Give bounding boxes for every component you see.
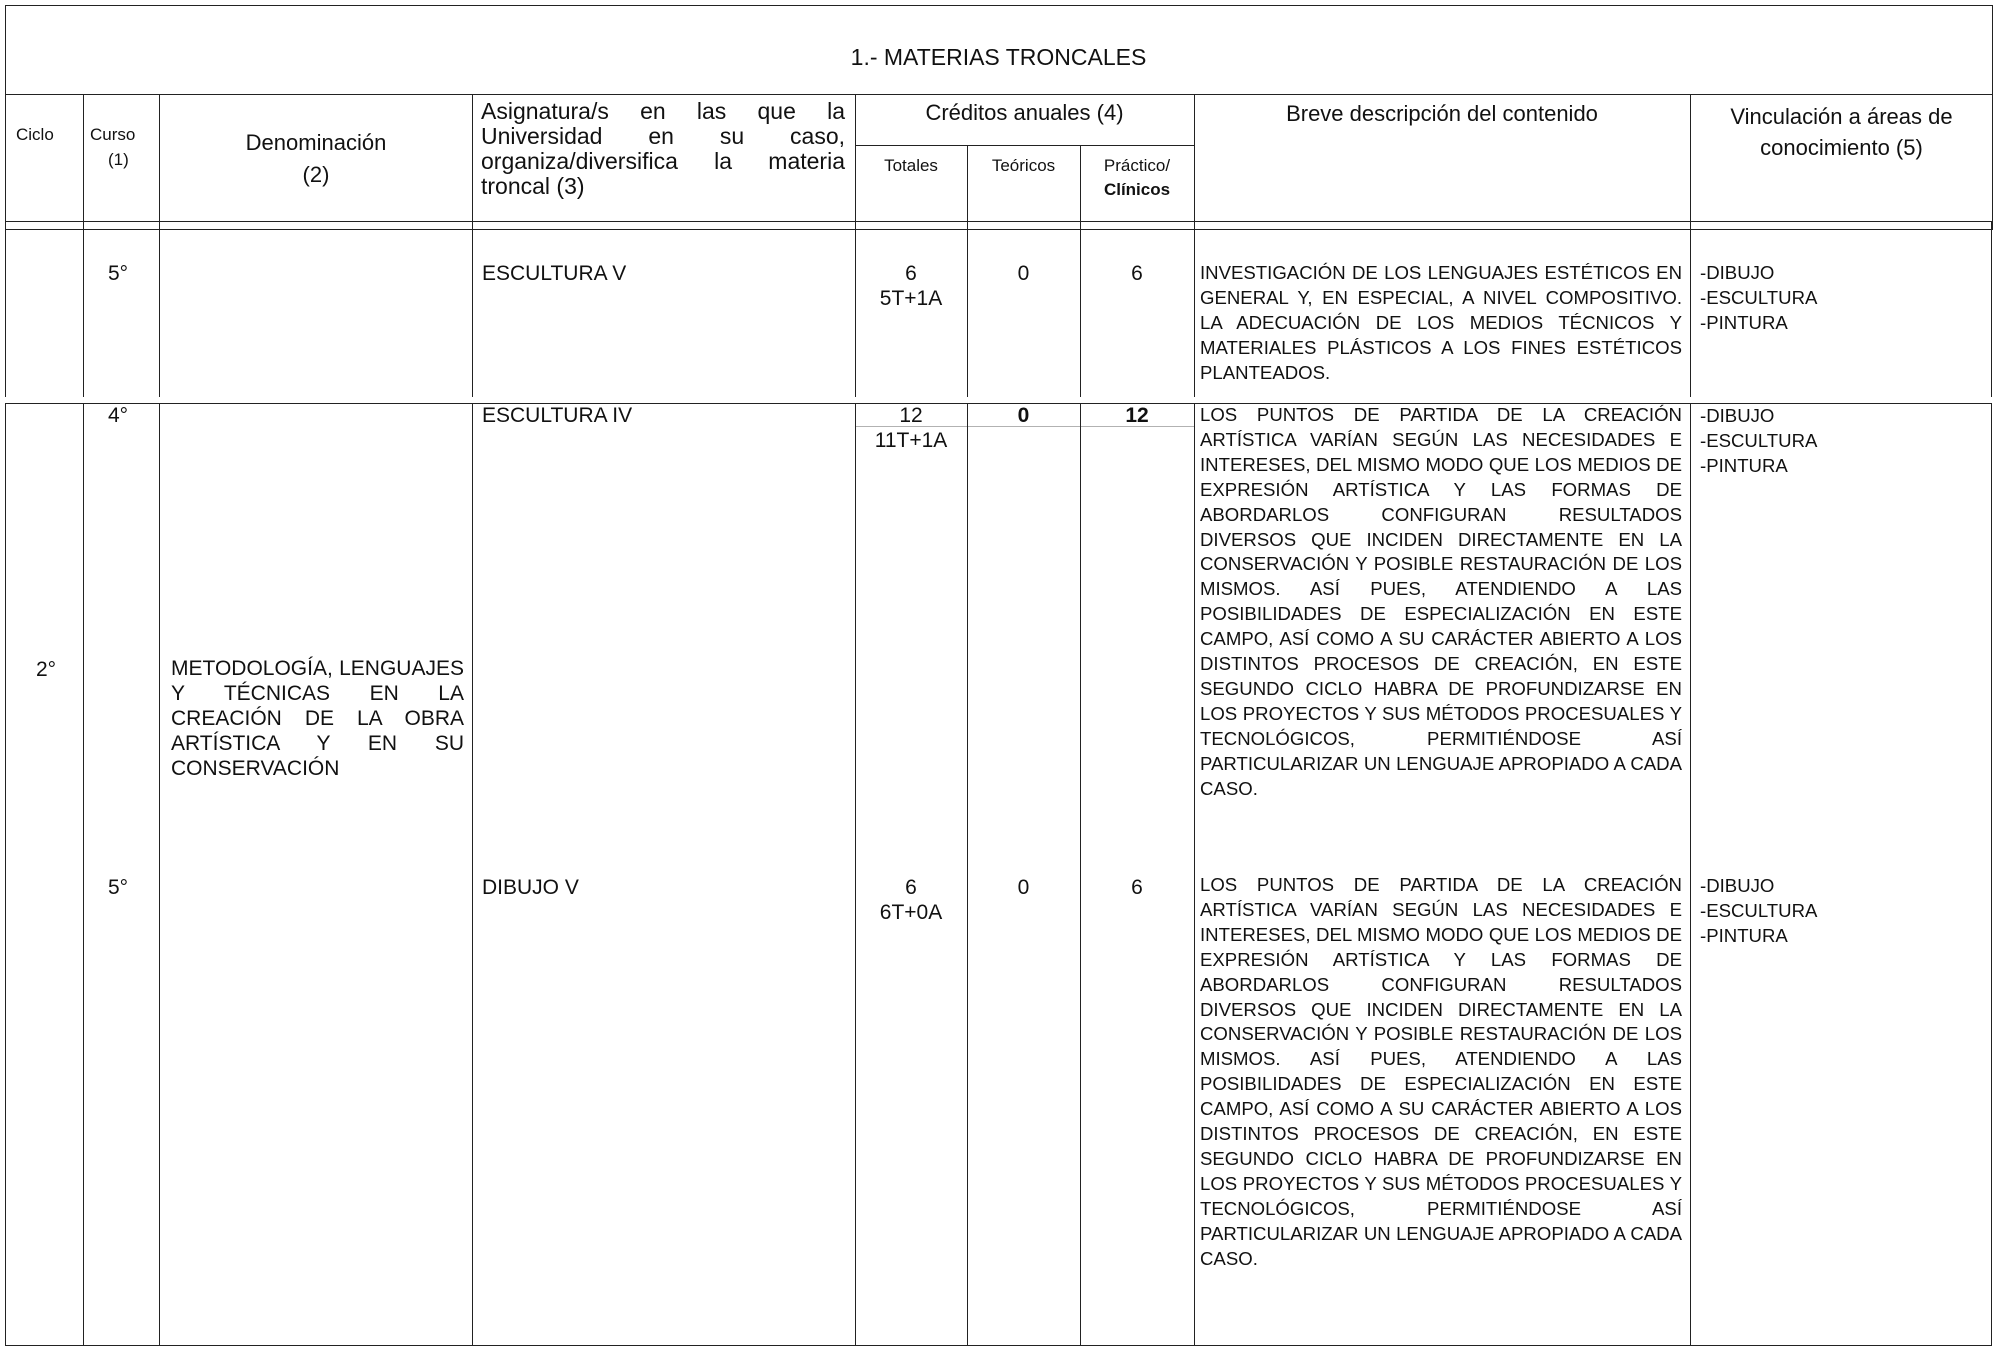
col-divider bbox=[83, 94, 84, 397]
group2-row1-descripcion: LOS PUNTOS DE PARTIDA DE LA CREACIÓN ARTÍSTICA VARÍAN SEGÚN LAS NECESIDADES E INTERESES, DEL MISMO MODO QUE LOS MEDIOS DE EXPRESIÓN ARTÍSTICA Y LAS FORMAS DE ABORDARLOS CONFIGURAN RESULTADOS DIVERSOS QUE INCIDEN DIRECTAMENTE EN LA CONSERVACIÓN Y POSIBLE RESTAURACIÓN DE LOS MISMOS. ASÍ PUES, ATENDIENDO A LAS POSIBILIDADES DE ESPECIALIZACIÓN EN ESTE CAMPO, ASÍ COMO A SU CARÁCTER ABIERTO A LOS DISTINTOS PROCESOS DE CREACIÓN, EN ESTE SEGUNDO CICLO HABRA DE PROFUNDIZARSE EN LOS PROYECTOS Y SUS MÉTODOS PROCESUALES Y TECNOLÓGICOS, PERMITIÉNDOSE ASÍ PARTICULARIZAR UN LENGUAJE APROPIADO A CADA CASO. bbox=[1200, 404, 1682, 799]
col-divider bbox=[83, 403, 84, 1346]
group2-row2-teoricos: 0 bbox=[1017, 876, 1030, 899]
group2-row1-teoricos: 0 bbox=[1017, 404, 1030, 427]
header-curso: Curso bbox=[90, 125, 136, 144]
title-divider bbox=[5, 94, 1993, 95]
group2-row1-asignatura: ESCULTURA IV bbox=[482, 404, 633, 427]
header-curso-note: (1) bbox=[108, 150, 129, 169]
group2-row1-totales-detail: 11T+1A bbox=[874, 429, 948, 452]
group1-practicos: 6 bbox=[1131, 262, 1143, 285]
group2-ciclo: 2° bbox=[36, 658, 57, 681]
header-practico: Práctico/ bbox=[1103, 156, 1171, 175]
header-denominacion-note: (2) bbox=[302, 162, 330, 187]
group2-row2-areas: -DIBUJO -ESCULTURA -PINTURA bbox=[1700, 875, 1818, 946]
col-divider bbox=[1690, 94, 1691, 397]
header-teoricos: Teóricos bbox=[991, 156, 1056, 175]
group2-row2-asignatura: DIBUJO V bbox=[482, 876, 579, 899]
col-divider bbox=[1080, 403, 1081, 1346]
group1-totales: 6 bbox=[905, 262, 917, 285]
col-divider bbox=[1194, 403, 1195, 1346]
group2-row2-curso: 5° bbox=[108, 876, 129, 899]
group2-row2-descripcion: LOS PUNTOS DE PARTIDA DE LA CREACIÓN ARTÍSTICA VARÍAN SEGÚN LAS NECESIDADES E INTERESES, DEL MISMO MODO QUE LOS MEDIOS DE EXPRESIÓN ARTÍSTICA Y LAS FORMAS DE ABORDARLOS CONFIGURAN RESULTADOS DIVERSOS QUE INCIDEN DIRECTAMENTE EN LA CONSERVACIÓN Y POSIBLE RESTAURACIÓN DE LOS MISMOS. ASÍ PUES, ATENDIENDO A LAS POSIBILIDADES DE ESPECIALIZACIÓN EN ESTE CAMPO, ASÍ COMO A SU CARÁCTER ABIERTO A LOS DISTINTOS PROCESOS DE CREACIÓN, EN ESTE SEGUNDO CICLO HABRA DE PROFUNDIZARSE EN LOS PROYECTOS Y SUS MÉTODOS PROCESUALES Y TECNOLÓGICOS, PERMITIÉNDOSE ASÍ PARTICULARIZAR UN LENGUAJE APROPIADO A CADA CASO. bbox=[1200, 874, 1682, 1269]
group2-row1-areas: -DIBUJO -ESCULTURA -PINTURA bbox=[1700, 405, 1818, 476]
group2-row2-practicos: 6 bbox=[1131, 876, 1143, 899]
col-divider bbox=[855, 94, 856, 397]
group1-totales-detail: 5T+1A bbox=[879, 287, 943, 310]
group1-left-border bbox=[5, 221, 6, 397]
col-divider bbox=[855, 403, 856, 1346]
header-vinculacion: Vinculación a áreas de conocimiento (5) bbox=[1730, 104, 1953, 160]
group2-row1-curso: 4° bbox=[108, 404, 129, 427]
header-bottom-divider bbox=[5, 221, 1993, 222]
group1-right-border bbox=[1991, 221, 1992, 397]
header-clinicos: Clínicos bbox=[1103, 180, 1171, 199]
col-divider bbox=[967, 403, 968, 1346]
col-divider bbox=[159, 94, 160, 397]
col-divider bbox=[1194, 94, 1195, 397]
group1-areas: -DIBUJO -ESCULTURA -PINTURA bbox=[1700, 262, 1818, 333]
group2-denominacion: METODOLOGÍA, LENGUAJES Y TÉCNICAS EN LA CREACIÓN DE LA OBRA ARTÍSTICA Y EN SU CONSERVACIÓN bbox=[171, 657, 464, 780]
group1-curso: 5° bbox=[108, 262, 129, 285]
group2-row1-practicos: 12 bbox=[1125, 404, 1149, 427]
col-divider bbox=[472, 94, 473, 397]
group1-descripcion: INVESTIGACIÓN DE LOS LENGUAJES ESTÉTICOS EN GENERAL Y, EN ESPECIAL, A NIVEL COMPOSITIVO. LA ADECUACIÓN DE LOS MEDIOS TÉCNICOS Y MATERIALES PLÁSTICOS A LOS FINES ESTÉTICOS PLANTEADOS. bbox=[1200, 262, 1682, 383]
header-denominacion: Denominación bbox=[245, 130, 387, 155]
col-divider bbox=[1690, 403, 1691, 1346]
header-asignatura: Asignatura/s en las que la Universidad en su caso, organiza/diversifica la materia troncal (3) bbox=[481, 98, 845, 199]
group2-row1-totales: 12 bbox=[899, 404, 923, 427]
col-divider bbox=[159, 403, 160, 1346]
page-title: 1.- MATERIAS TRONCALES bbox=[850, 44, 1147, 70]
header-descripcion: Breve descripción del contenido bbox=[1286, 101, 1598, 126]
header-totales: Totales bbox=[884, 156, 938, 175]
header-ciclo: Ciclo bbox=[16, 125, 54, 144]
header-creditos: Créditos anuales (4) bbox=[925, 100, 1124, 125]
group1-teoricos: 0 bbox=[1017, 262, 1030, 285]
col-divider bbox=[472, 403, 473, 1346]
group2-row2-totales: 6 bbox=[905, 876, 917, 899]
creditos-subheader-divider bbox=[855, 145, 1194, 146]
group2-row2-totales-detail: 6T+0A bbox=[879, 901, 943, 924]
group1-asignatura: ESCULTURA V bbox=[482, 262, 627, 285]
group2-frame bbox=[5, 403, 1992, 1346]
